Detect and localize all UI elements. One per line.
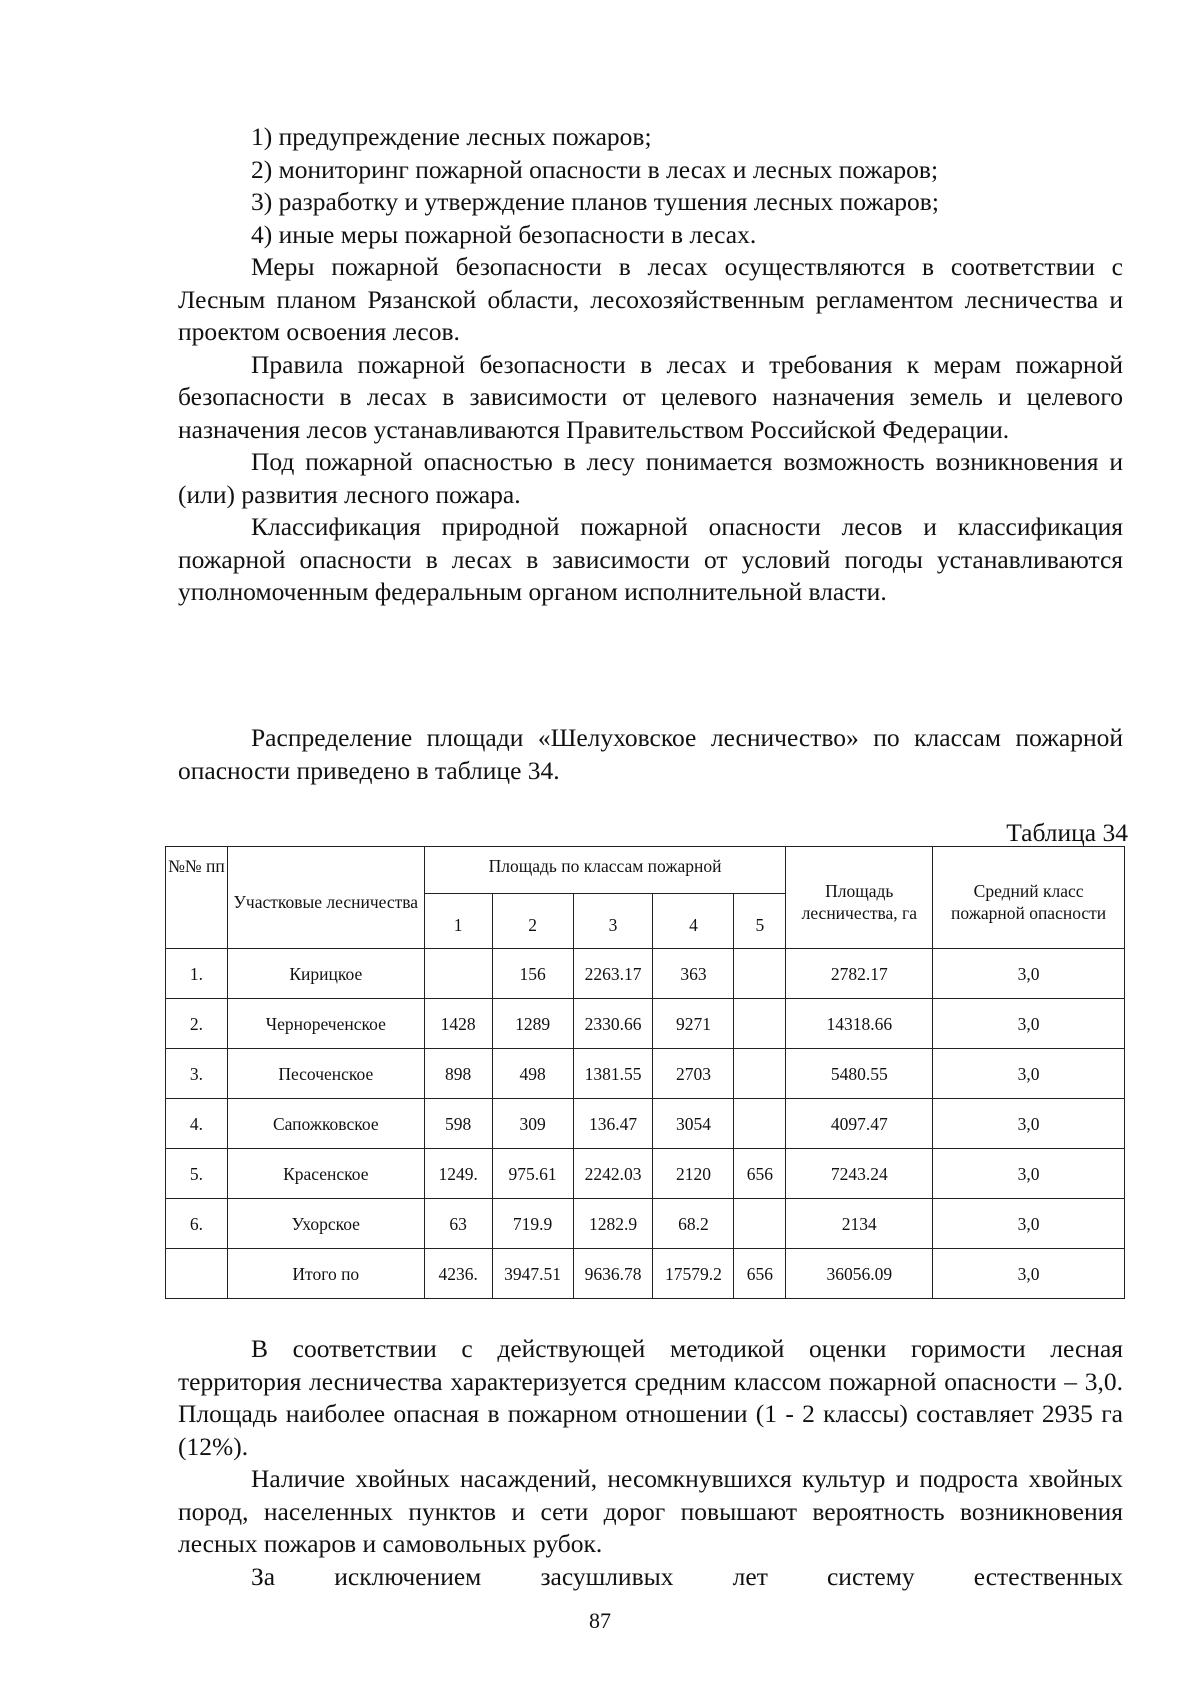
header-avg-class: Средний класс пожарной опасности <box>933 847 1125 949</box>
cell-total-area: 14318.66 <box>786 999 933 1049</box>
paragraph: Под пожарной опасностью в лесу понимается возможность возникновения и (или) развития лесного пожара. <box>178 447 1123 509</box>
header-class-4: 4 <box>653 894 734 949</box>
paragraph: Наличие хвойных насаждений, несомкнувшихся культур и подроста хвойных пород, населенных пунктов и сети дорог повышают вероятность возникновения лесных пожаров и самовольных рубок. <box>178 1464 1123 1558</box>
bottom-text-section <box>178 1333 1123 1593</box>
cell-class-1: 63 <box>424 1199 492 1249</box>
cell-class-1 <box>424 949 492 999</box>
list-item: 2) мониторинг пожарной опасности в лесах и лесных пожаров; <box>251 154 939 184</box>
cell-num: 1. <box>166 949 228 999</box>
cell-class-5 <box>734 1099 786 1149</box>
cell-class-1: 4236. <box>424 1249 492 1299</box>
cell-total-area: 2134 <box>786 1199 933 1249</box>
cell-class-5 <box>734 949 786 999</box>
fire-danger-table <box>165 846 1125 1299</box>
cell-total-area: 5480.55 <box>786 1049 933 1099</box>
paragraph: Правила пожарной безопасности в лесах и требования к мерам пожарной безопасности в лесах в зависимости от целевого назначения земель и целевого назначения лесов устанавливаются Правительством Российской Федерации. <box>178 349 1123 444</box>
cell-class-2: 309 <box>492 1099 573 1149</box>
paragraph: Меры пожарной безопасности в лесах осуществляются в соответствии с Лесным планом Рязанской области, лесохозяйственным регламентом лесничества и проектом освоения лесов. <box>178 252 1123 346</box>
page-number: 87 <box>589 1608 611 1633</box>
cell-class-2: 498 <box>492 1049 573 1099</box>
cell-total-area: 4097.47 <box>786 1099 933 1149</box>
header-area-by-class: Площадь по классам пожарной <box>424 847 786 894</box>
cell-class-4: 363 <box>653 949 734 999</box>
cell-avg-class: 3,0 <box>933 1049 1125 1099</box>
cell-class-4: 9271 <box>653 999 734 1049</box>
header-total-area: Площадь лесничества, га <box>786 847 933 949</box>
cell-total-area: 36056.09 <box>786 1249 933 1299</box>
cell-forestry: Песоченское <box>227 1049 424 1099</box>
header-forestry: Участковые лесничества <box>227 847 424 949</box>
cell-class-3: 1282.9 <box>573 1199 653 1249</box>
cell-forestry: Ухорское <box>227 1199 424 1249</box>
cell-class-2: 3947.51 <box>492 1249 573 1299</box>
cell-forestry: Кирицкое <box>227 949 424 999</box>
header-num: №№ пп <box>166 847 228 949</box>
table-caption: Таблица 34 <box>1006 818 1128 847</box>
cell-avg-class: 3,0 <box>933 999 1125 1049</box>
cell-class-2: 719.9 <box>492 1199 573 1249</box>
header-class-1: 1 <box>424 894 492 949</box>
cell-class-1: 598 <box>424 1099 492 1149</box>
cell-class-5: 656 <box>734 1149 786 1199</box>
list-item: 4) иные меры пожарной безопасности в лесах. <box>251 219 757 249</box>
cell-class-3: 1381.55 <box>573 1049 653 1099</box>
cell-class-4: 2120 <box>653 1149 734 1199</box>
cell-num: 5. <box>166 1149 228 1199</box>
cell-total-area: 2782.17 <box>786 949 933 999</box>
cell-avg-class: 3,0 <box>933 1149 1125 1199</box>
cell-class-2: 975.61 <box>492 1149 573 1199</box>
header-class-5: 5 <box>734 894 786 949</box>
paragraph: В соответствии с действующей методикой оценки горимости лесная территория лесничества характеризуется средним классом пожарной опасности – 3,0. Площадь наиболее опасная в пожарном отношении (1 - 2 классы) составляет 2935 га (12%). <box>178 1334 1123 1461</box>
cell-class-5 <box>734 1049 786 1099</box>
cell-avg-class: 3,0 <box>933 1199 1125 1249</box>
cell-class-2: 1289 <box>492 999 573 1049</box>
cell-class-3: 136.47 <box>573 1099 653 1149</box>
cell-num <box>166 1249 228 1299</box>
header-class-3: 3 <box>573 894 653 949</box>
table-row <box>166 999 1125 1049</box>
list-item: 3) разработку и утверждение планов тушения лесных пожаров; <box>251 187 939 216</box>
cell-class-1: 1428 <box>424 999 492 1049</box>
cell-forestry: Сапожковское <box>227 1099 424 1149</box>
cell-class-1: 1249. <box>424 1149 492 1199</box>
top-text-section <box>178 121 1123 609</box>
header-class-2: 2 <box>492 894 573 949</box>
cell-class-3: 2263.17 <box>573 949 653 999</box>
cell-total-area: 7243.24 <box>786 1149 933 1199</box>
cell-class-3: 9636.78 <box>573 1249 653 1299</box>
table-row <box>166 1099 1125 1149</box>
cell-num: 4. <box>166 1099 228 1149</box>
table-intro-paragraph: Распределение площади «Шелуховское лесничество» по классам пожарной опасности приведено в таблице 34. <box>178 723 1123 785</box>
cell-avg-class: 3,0 <box>933 1099 1125 1149</box>
cell-avg-class: 3,0 <box>933 949 1125 999</box>
table-row-total <box>166 1249 1125 1299</box>
cell-forestry: Чернореченское <box>227 999 424 1049</box>
paragraph: За исключением засушливых лет систему естественных <box>251 1561 1123 1591</box>
table-row <box>166 949 1125 999</box>
cell-class-4: 2703 <box>653 1049 734 1099</box>
table-row <box>166 1199 1125 1249</box>
table-row <box>166 1149 1125 1199</box>
cell-class-3: 2242.03 <box>573 1149 653 1199</box>
paragraph: Классификация природной пожарной опасности лесов и классификация пожарной опасности в лесах в зависимости от условий погоды устанавливаются уполномоченным федеральным органом исполнительной власти. <box>178 512 1123 606</box>
cell-class-4: 3054 <box>653 1099 734 1149</box>
cell-class-2: 156 <box>492 949 573 999</box>
cell-num: 6. <box>166 1199 228 1249</box>
table-row <box>166 1049 1125 1099</box>
cell-class-3: 2330.66 <box>573 999 653 1049</box>
cell-class-5 <box>734 1199 786 1249</box>
cell-num: 3. <box>166 1049 228 1099</box>
list-item: 1) предупреждение лесных пожаров; <box>251 122 652 151</box>
cell-class-4: 68.2 <box>653 1199 734 1249</box>
intro-section <box>178 722 1123 787</box>
cell-class-5: 656 <box>734 1249 786 1299</box>
cell-forestry: Красенское <box>227 1149 424 1199</box>
cell-class-4: 17579.2 <box>653 1249 734 1299</box>
cell-class-5 <box>734 999 786 1049</box>
cell-avg-class: 3,0 <box>933 1249 1125 1299</box>
cell-class-1: 898 <box>424 1049 492 1099</box>
cell-forestry: Итого по <box>227 1249 424 1299</box>
cell-num: 2. <box>166 999 228 1049</box>
